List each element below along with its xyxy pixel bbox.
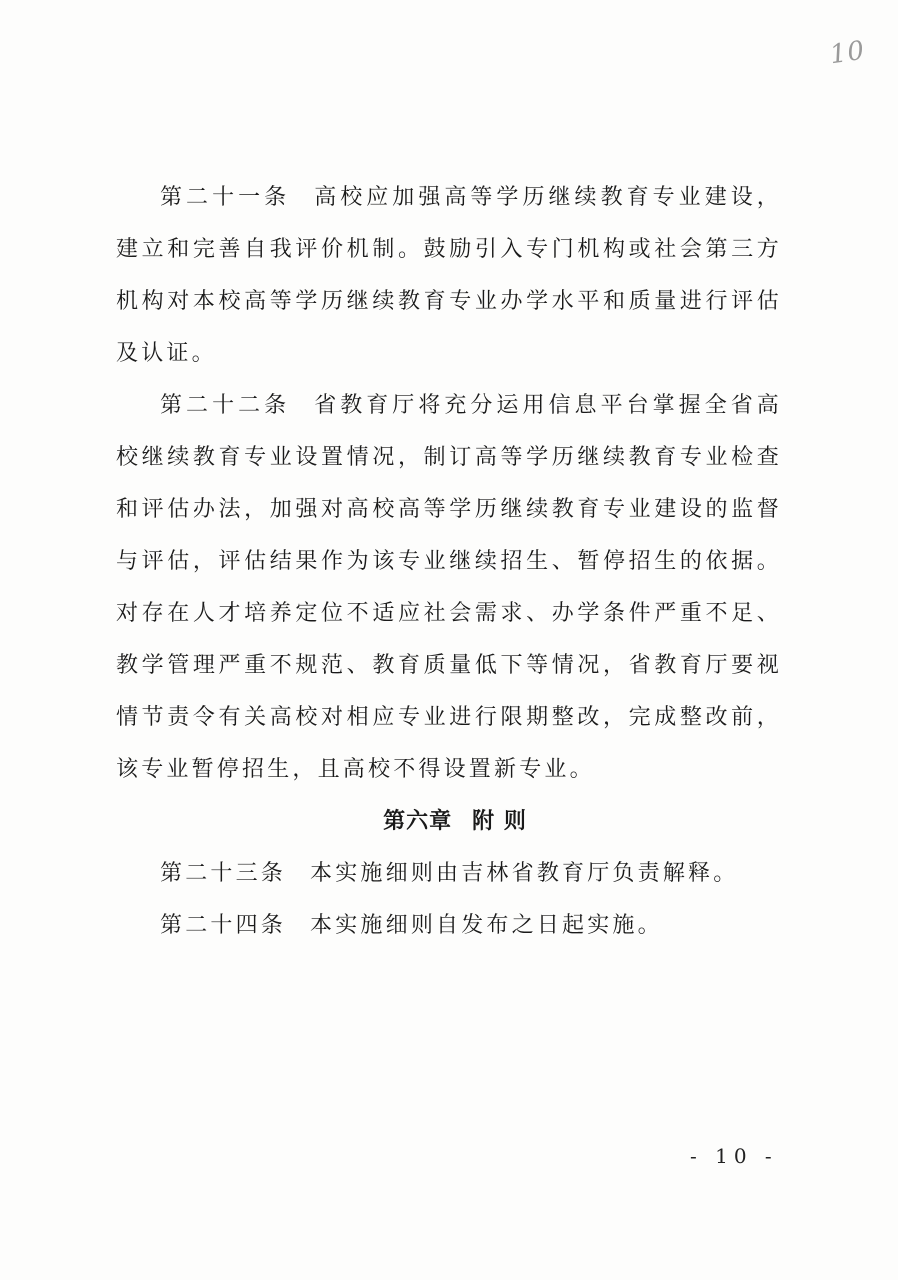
article-text: 本实施细则由吉林省教育厅负责解释。	[310, 861, 739, 886]
article-23	[116, 848, 782, 900]
article-number: 第二十二条	[160, 393, 291, 418]
chapter-number: 第六章	[383, 809, 453, 834]
article-text: 高校应加强高等学历继续教育专业建设，建立和完善自我评价机制。鼓励引入专门机构或社会第三方机构对本校高等学历继续教育专业办学水平和质量进行评估及认证。	[116, 185, 782, 366]
article-21	[116, 172, 782, 380]
article-number: 第二十四条	[160, 913, 287, 938]
article-text: 本实施细则自发布之日起实施。	[310, 913, 663, 938]
chapter-heading	[116, 796, 782, 848]
article-number: 第二十一条	[160, 185, 291, 210]
article-text: 省教育厅将充分运用信息平台掌握全省高校继续教育专业设置情况，制订高等学历继续教育专业检查和评估办法，加强对高校高等学历继续教育专业建设的监督与评估，评估结果作为该专业继续招生、暂停招生的依据。对存在人才培养定位不适应社会需求、办学条件严重不足、教学管理严重不规范、教育质量低下等情况，省教育厅要视情节责令有关高校对相应专业进行限期整改，完成整改前，该专业暂停招生，且高校不得设置新专业。	[116, 393, 782, 782]
document-body	[116, 172, 782, 952]
article-24	[116, 900, 782, 952]
handwritten-page-mark: 10	[828, 35, 868, 71]
chapter-title: 附 则	[472, 809, 527, 834]
page-number: - 10 -	[690, 1144, 778, 1168]
article-number: 第二十三条	[160, 861, 287, 886]
article-22	[116, 380, 782, 796]
